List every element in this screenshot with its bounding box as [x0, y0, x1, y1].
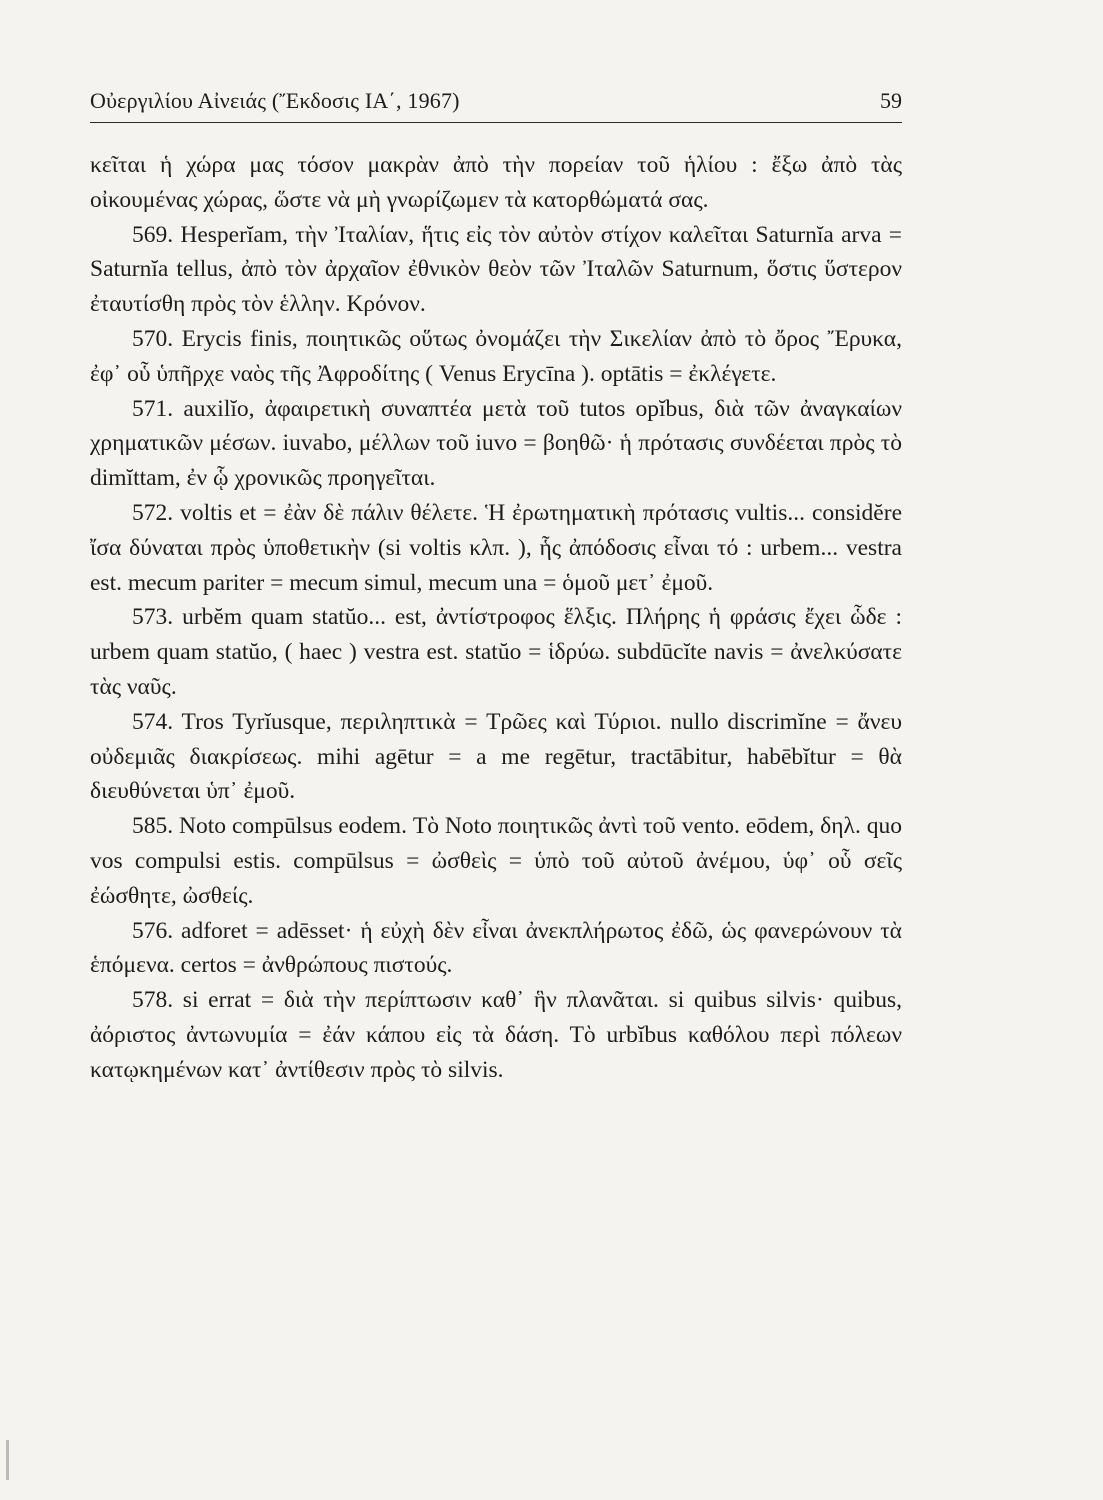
commentary-text	[90, 148, 902, 1088]
note-585: 585. Noto compūlsus eodem. Τὸ Noto ποιητικῶς ἀντὶ τοῦ vento. eōdem, δηλ. quo vos compulsi estis. compūlsus = ὠσθεὶς = ὑπὸ τοῦ αὐτοῦ ἀνέμου, ὑφ᾽ οὗ σεῖς ἐώσθητε, ὠσθείς.	[90, 813, 902, 909]
note-570: 570. Erycis finis, ποιητικῶς οὕτως ὀνομάζει τὴν Σικελίαν ἀπὸ τὸ ὄρος Ἔρυκα, ἐφ᾽ οὗ ὑπῆρχε ναὸς τῆς Ἀφροδίτης ( Venus Erycīna ). optātis = ἐκλέγετε.	[90, 325, 902, 387]
binding-edge-mark	[6, 1440, 9, 1480]
note-573: 573. urbĕm quam statŭo... est, ἀντίστροφος ἕλξις. Πλήρης ἡ φράσις ἔχει ὧδε : urbem quam statŭo, ( haec ) vestra est. statŭo = ἱδρύω. subdūcĭte navis = ἀνελκύσατε τὰς ναῦς.	[90, 604, 902, 700]
page-header	[90, 88, 902, 123]
page-number: 59	[880, 88, 902, 113]
note-578: 578. si errat = διὰ τὴν περίπτωσιν καθ᾽ ἣν πλανᾶται. si quibus silvis· quibus, ἀόριστος ἀντωνυμία = ἐάν κάπου εἰς τὰ δάση. Τὸ urbĭbus καθόλου περὶ πόλεων κατῳκημένων κατ᾽ ἀντίθεσιν πρὸς τὸ silvis.	[90, 987, 902, 1083]
note-576: 576. adforet = adēsset· ἡ εὐχὴ δὲν εἶναι ἀνεκπλήρωτος ἐδῶ, ὡς φανερώνουν τὰ ἑπόμενα. certos = ἀνθρώπους πιστούς.	[90, 917, 902, 979]
note-571: 571. auxilĭo, ἀφαιρετικὴ συναπτέα μετὰ τοῦ tutos opĭbus, διὰ τῶν ἀναγκαίων χρηματικῶν μέσων. iuvabo, μέλλων τοῦ iuvo = βοηθῶ· ἡ πρότασις συνδέεται πρὸς τὸ dimĭttam, ἐν ᾧ χρονικῶς προηγεῖται.	[90, 395, 902, 492]
note-572: 572. voltis et = ἐὰν δὲ πάλιν θέλετε. Ἡ ἐρωτηματικὴ πρότασις vultis... considĕre ἴσα δύναται πρὸς ὑποθετικὴν (si voltis κλπ. ), ἧς ἀπόδοσις εἶναι τό : urbem... vestra est. mecum pariter = mecum simul, mecum una = ὁμοῦ μετ᾽ ἐμοῦ.	[90, 499, 902, 596]
paragraph-continuation: κεῖται ἡ χώρα μας τόσον μακρὰν ἀπὸ τὴν πορείαν τοῦ ἡλίου : ἔξω ἀπὸ τὰς οἰκουμένας χώρας, ὥστε νὰ μὴ γνωρίζωμεν τὰ κατορθώματά σας.	[90, 152, 902, 213]
note-569: 569. Hesperĭam, τὴν Ἰταλίαν, ἥτις εἰς τὸν αὐτὸν στίχον καλεῖται Saturnĭa arva = Saturnĭa tellus, ἀπὸ τὸν ἀρχαῖον ἐθνικὸν θεὸν τῶν Ἰταλῶν Saturnum, ὅστις ὕστερον ἐταυτίσθη πρὸς τὸν ἑλλην. Κρόνον.	[90, 221, 902, 318]
running-title: Οὐεργιλίου Αἰνειάς (Ἔκδοσις ΙΑ΄, 1967)	[90, 88, 460, 113]
note-574: 574. Tros Tyrĭusque, περιληπτικὰ = Τρῶες καὶ Τύριοι. nullo discrimĭne = ἄνευ οὐδεμιᾶς διακρίσεως. mihi agētur = a me regētur, tractābitur, habēbĭtur = θὰ διευθύνεται ὑπ᾽ ἐμοῦ.	[90, 708, 902, 805]
